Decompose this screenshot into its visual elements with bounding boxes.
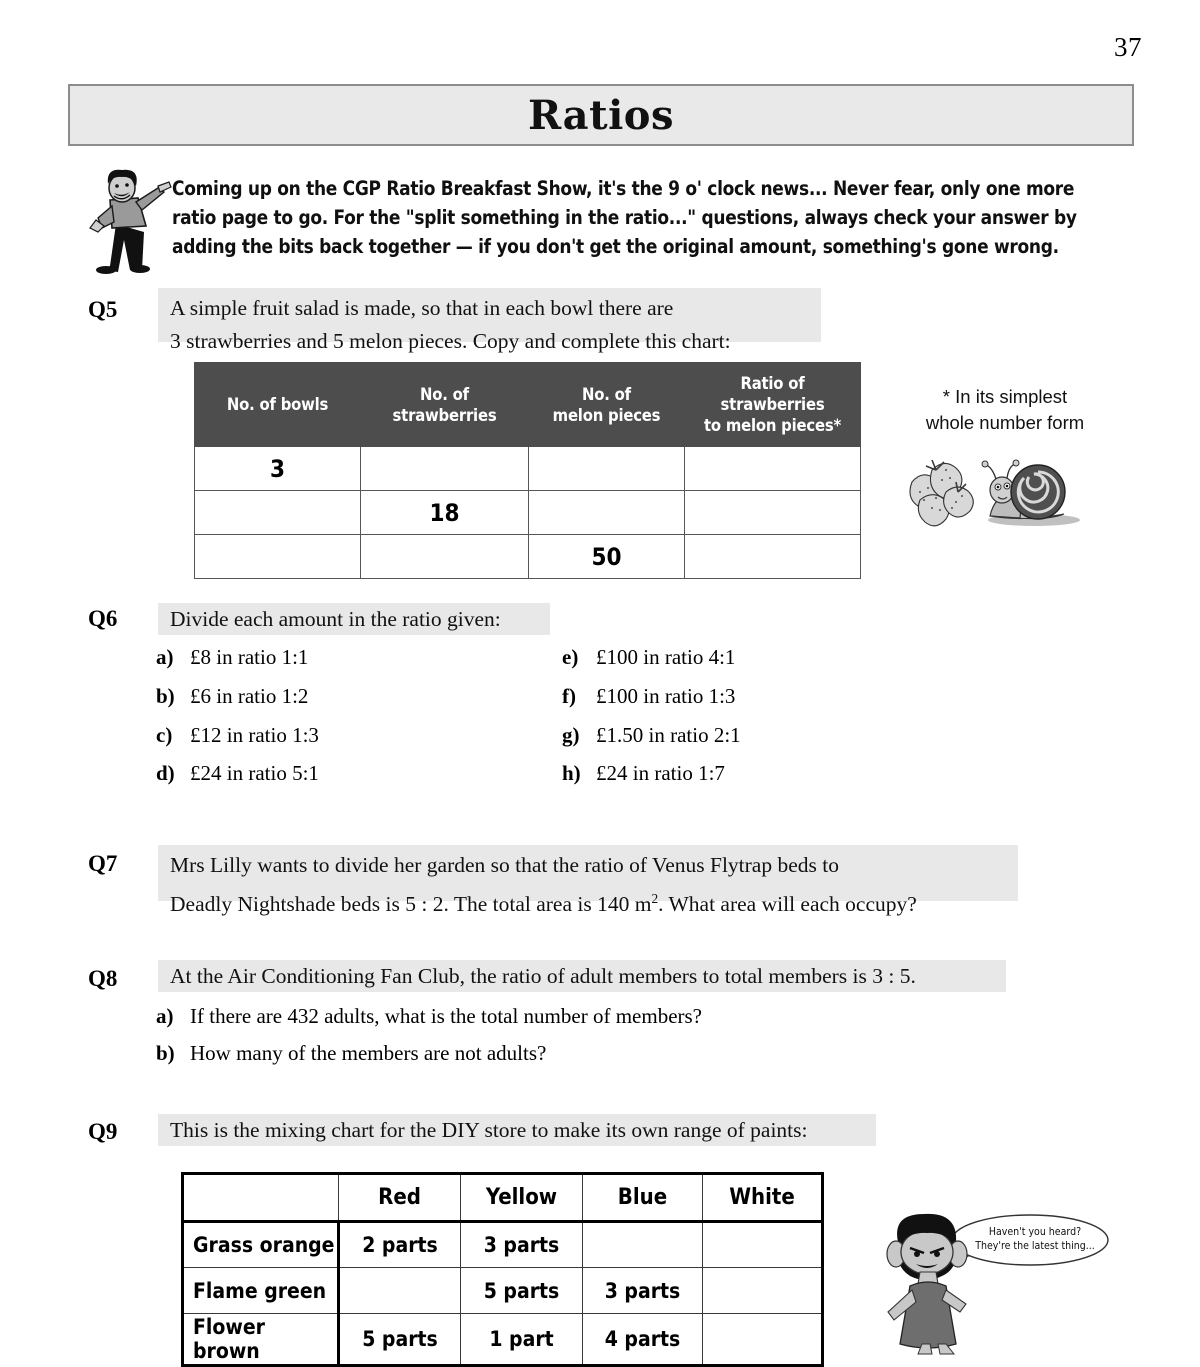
question-label-q6: Q6 — [88, 606, 118, 631]
footnote-simplest-form — [890, 384, 1120, 436]
cell-ratio-r1[interactable] — [685, 447, 861, 491]
q6-item-c — [156, 723, 319, 748]
page-number: 37 — [1114, 32, 1142, 62]
cell-flower-brown-red[interactable]: 5 parts — [339, 1314, 461, 1366]
q6-item-a — [156, 645, 308, 670]
question-label-q8: Q8 — [88, 966, 118, 991]
paint-mixing-table — [181, 1172, 824, 1367]
cell-strawberries-r1[interactable] — [361, 447, 529, 491]
pointing-man-illustration — [72, 166, 172, 274]
fruit-salad-table — [194, 362, 861, 579]
q7-line2 — [170, 882, 1008, 921]
table-row — [183, 1268, 823, 1314]
q6-item-g — [562, 723, 741, 748]
table-header-row — [195, 363, 861, 447]
cell-flame-green-blue[interactable]: 3 parts — [583, 1268, 703, 1314]
table-row — [195, 491, 861, 535]
cell-strawberries-r3[interactable] — [361, 535, 529, 579]
cell-ratio-r2[interactable] — [685, 491, 861, 535]
q8-item-b — [156, 1041, 546, 1066]
th-ratio-strawberries-melon: Ratio of strawberries to melon pieces* — [685, 363, 861, 447]
question-prompt-q8: At the Air Conditioning Fan Club, the ratio of adult members to total members is 3 : 5. — [158, 960, 1006, 992]
q6-item-b-text: £6 in ratio 1:2 — [190, 684, 309, 708]
footnote-line2: whole number form — [925, 412, 1085, 433]
cell-strawberries-r2[interactable]: 18 — [361, 491, 529, 535]
q8-item-b-text: How many of the members are not adults? — [190, 1041, 547, 1065]
q6-item-h-text: £24 in ratio 1:7 — [596, 761, 725, 785]
row-label-flower-brown: Flower brown — [183, 1314, 339, 1366]
q8-item-b-letter: b) — [156, 1041, 175, 1065]
cell-bowls-r2[interactable] — [195, 491, 361, 535]
cell-flower-brown-yellow[interactable]: 1 part — [461, 1314, 583, 1366]
th-no-of-strawberries: No. of strawberries — [361, 363, 529, 447]
th-blank-corner — [183, 1174, 339, 1222]
q6-item-a-text: £8 in ratio 1:1 — [190, 645, 309, 669]
q7-superscript: 2 — [651, 891, 659, 906]
speech-bubble-line2: They're the latest thing... — [975, 1240, 1095, 1252]
q6-item-f-text: £100 in ratio 1:3 — [596, 684, 736, 708]
cell-flame-green-yellow[interactable]: 5 parts — [461, 1268, 583, 1314]
cell-grass-orange-red[interactable]: 2 parts — [339, 1222, 461, 1268]
table-row — [195, 447, 861, 491]
cell-flame-green-red[interactable] — [339, 1268, 461, 1314]
cell-grass-orange-white[interactable] — [703, 1222, 823, 1268]
row-label-grass-orange: Grass orange — [183, 1222, 339, 1268]
th-yellow: Yellow — [461, 1174, 583, 1222]
q6-item-b-letter: b) — [156, 684, 175, 708]
q6-item-f — [562, 684, 735, 709]
cell-ratio-r3[interactable] — [685, 535, 861, 579]
q6-item-d-text: £24 in ratio 5:1 — [190, 761, 319, 785]
q6-item-g-letter: g) — [562, 723, 580, 747]
q6-item-d-letter: d) — [156, 761, 175, 785]
question-prompt-q6: Divide each amount in the ratio given: — [158, 603, 550, 635]
q8-item-a — [156, 1004, 702, 1029]
q6-item-g-text: £1.50 in ratio 2:1 — [596, 723, 741, 747]
q6-item-f-letter: f) — [562, 684, 576, 708]
th-white: White — [703, 1174, 823, 1222]
th-blue: Blue — [583, 1174, 703, 1222]
cell-flower-brown-blue[interactable]: 4 parts — [583, 1314, 703, 1366]
q5-prompt-line2: 3 strawberries and 5 melon pieces. Copy and complete this chart: — [170, 329, 731, 353]
question-label-q5: Q5 — [88, 297, 118, 322]
th-red: Red — [339, 1174, 461, 1222]
row-label-flame-green: Flame green — [183, 1268, 339, 1314]
question-label-q7: Q7 — [88, 851, 118, 876]
th-no-of-bowls: No. of bowls — [195, 363, 361, 447]
q7-line2-part1: Deadly Nightshade beds is 5 : 2. The total area is 140 m — [170, 892, 652, 917]
q6-item-c-text: £12 in ratio 1:3 — [190, 723, 319, 747]
cell-bowls-r3[interactable] — [195, 535, 361, 579]
cell-grass-orange-blue[interactable] — [583, 1222, 703, 1268]
q6-item-e-text: £100 in ratio 4:1 — [596, 645, 736, 669]
q6-item-a-letter: a) — [156, 645, 174, 669]
speech-bubble-text — [975, 1225, 1095, 1253]
question-label-q9: Q9 — [88, 1119, 118, 1144]
q6-item-h-letter: h) — [562, 761, 581, 785]
footnote-line1: * In its simplest — [942, 386, 1068, 407]
intro-section — [72, 166, 1132, 274]
page-title-banner — [68, 84, 1134, 146]
q6-item-c-letter: c) — [156, 723, 173, 747]
q7-line1: Mrs Lilly wants to divide her garden so that the ratio of Venus Flytrap beds to — [170, 853, 839, 877]
intro-text: Coming up on the CGP Ratio Breakfast Show, it's the 9 o' clock news... Never fear, only one more ratio page to go. For the "split something in the ratio..." questions, always check your answer by adding the bits back together — if you don't get the original amount, something's gone wrong. — [172, 177, 1077, 258]
q6-item-e — [562, 645, 735, 670]
question-prompt-q7 — [158, 845, 1018, 917]
th-no-of-melon-pieces: No. of melon pieces — [529, 363, 685, 447]
question-prompt-q5 — [158, 288, 821, 353]
q6-item-b — [156, 684, 308, 709]
cell-melon-r1[interactable] — [529, 447, 685, 491]
speech-bubble-line1: Haven't you heard? — [988, 1226, 1082, 1238]
table-header-row — [183, 1174, 823, 1222]
cell-melon-r3[interactable]: 50 — [529, 535, 685, 579]
page-title: Ratios — [528, 91, 674, 139]
cell-bowls-r1[interactable]: 3 — [195, 447, 361, 491]
table-row — [183, 1222, 823, 1268]
q7-line2-part2: . What area will each occupy? — [658, 892, 917, 917]
strawberries-and-snail-illustration — [906, 448, 1082, 530]
q8-item-a-text: If there are 432 adults, what is the total number of members? — [190, 1004, 702, 1028]
table-row — [195, 535, 861, 579]
q6-item-e-letter: e) — [562, 645, 579, 669]
q8-item-a-letter: a) — [156, 1004, 174, 1028]
q6-item-d — [156, 761, 319, 786]
cell-flame-green-white[interactable] — [703, 1268, 823, 1314]
q5-prompt-line1: A simple fruit salad is made, so that in each bowl there are — [170, 296, 674, 320]
cell-melon-r2[interactable] — [529, 491, 685, 535]
q6-item-h — [562, 761, 725, 786]
question-prompt-q9: This is the mixing chart for the DIY store to make its own range of paints: — [158, 1114, 876, 1146]
cell-grass-orange-yellow[interactable]: 3 parts — [461, 1222, 583, 1268]
